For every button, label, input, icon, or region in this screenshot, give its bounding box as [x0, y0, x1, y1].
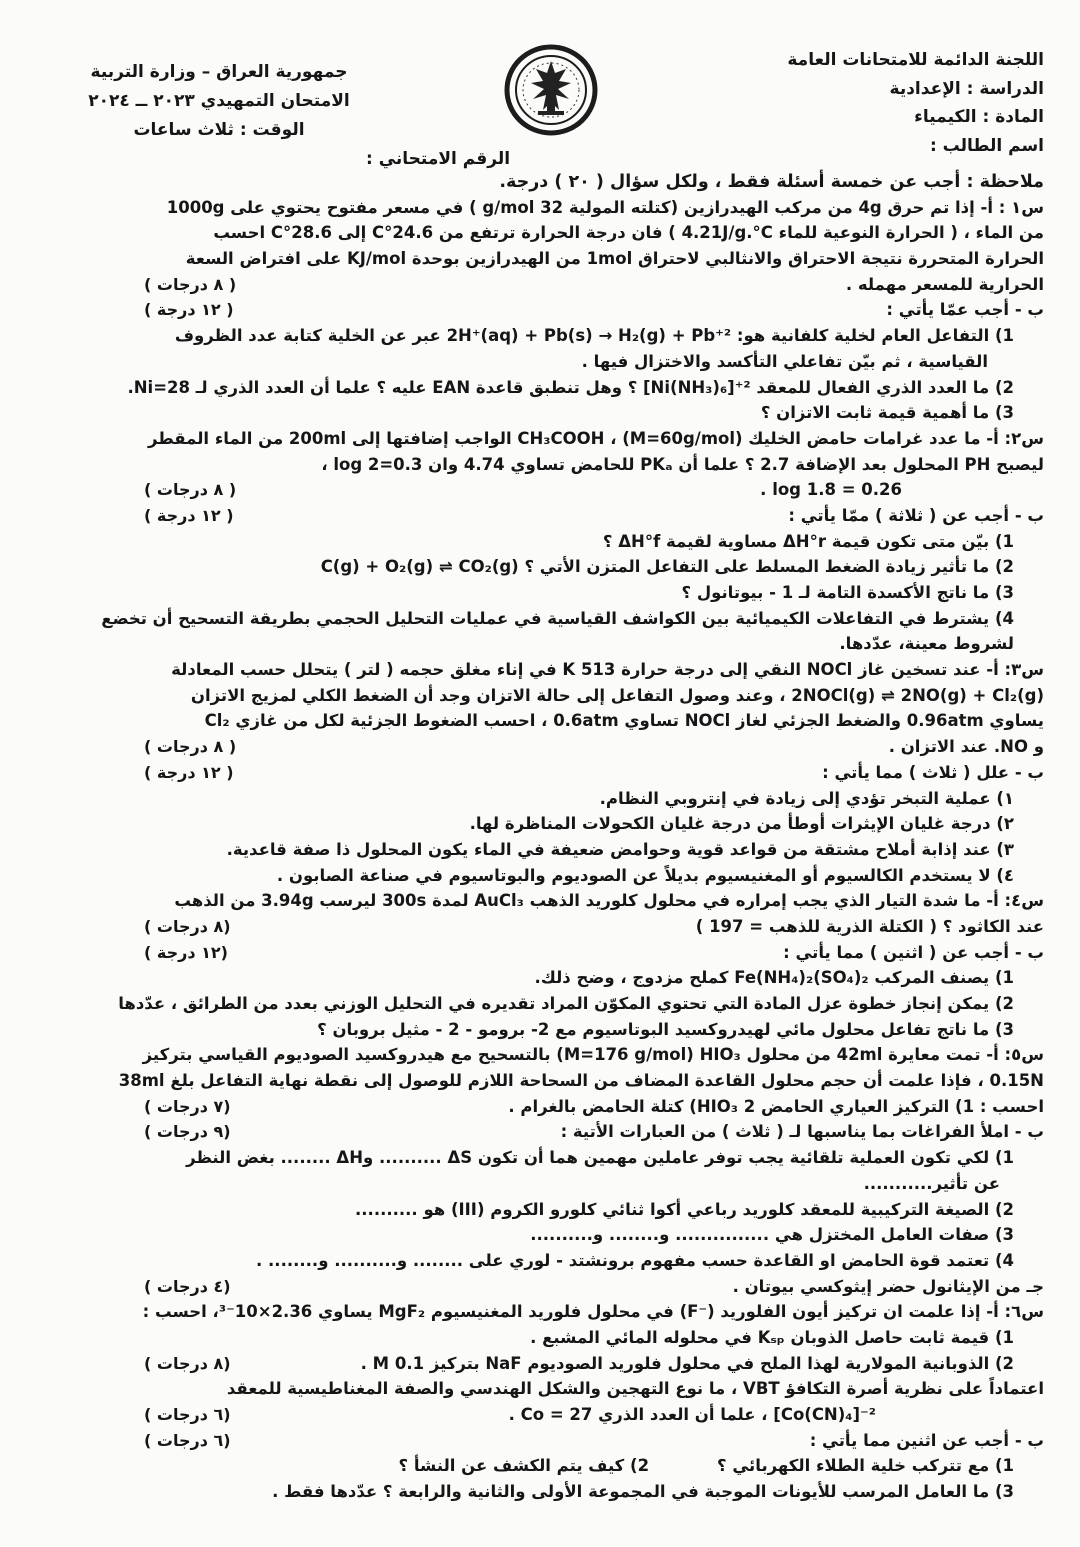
line-text: س٥: أ- تمت معايرة 42ml من محلول ‎(M=176 g/mol) HIO₃ بالتسحيح مع هيدروكسيد الصوديوم القياسي بتركيز: [142, 1045, 1044, 1065]
header-line: [68, 120, 370, 149]
exam-line: [24, 532, 1044, 558]
score-badge: ( ١٢ درجة ): [144, 300, 234, 320]
line-text: 1) التفاعل العام لخلية كلفانية هو: ‎2H⁺(aq) + Pb(s) → H₂(g) + Pb⁺² عبر عن الخلية كتابة عدد الظروف: [174, 326, 1014, 346]
line-text: الحرارة المتحررة نتيجة الاحتراق والانثالبي لاحتراق 1mol من الهيدرازين بوحدة KJ/mol على افتراض السعة: [185, 249, 1044, 269]
exam-line: [24, 789, 1044, 815]
exam-line: [24, 968, 1044, 994]
line-text: ب - أجب عن ( اثنين ) مما يأتي :: [783, 942, 1044, 962]
state-emblem-stamp-icon: [502, 44, 600, 138]
exam-number-label: الرقم الامتحاني :: [366, 149, 511, 169]
line-text: log 1.8 = 0.26 .: [760, 480, 902, 500]
exam-line: [24, 403, 1044, 429]
header-line: [787, 136, 1044, 165]
line-text: 3) ما ناتج تفاعل محلول مائي لهيدروكسيد البوتاسيوم مع 2- برومو - 2 - مثيل بروبان ؟: [317, 1019, 1014, 1039]
line-text: 3) صفات العامل المختزل هي ............... و........ و..........: [530, 1225, 1014, 1245]
line-text: 2) الذوبانية المولارية لهذا الملح في محلول فلوريد الصوديوم NaF بتركيز 0.1 M .: [360, 1353, 1014, 1373]
exam-line: [24, 866, 1044, 892]
line-text: 1) بيّن متى تكون قيمة ΔH°r مساوية لقيمة ΔH°f ؟: [602, 531, 1014, 551]
question-5-start: [24, 1045, 1044, 1071]
line-text: 2) ما العدد الذري الفعال للمعقد ‎[Ni(NH₃)₆]⁺² ؟ وهل تنطبق قاعدة EAN عليه ؟ علما أن العدد الذري لـ Ni=28.: [127, 377, 1014, 397]
header-line: [787, 50, 1044, 79]
score-badge: ( ٦ درجات): [144, 1405, 231, 1424]
line-text: الدراسة : الإعدادية: [889, 78, 1044, 99]
note-line: [24, 172, 1044, 198]
exam-line: [24, 1020, 1044, 1046]
exam-line: [24, 1097, 1044, 1123]
exam-line: [24, 1379, 1044, 1405]
score-badge: ( ٩ درجات): [144, 1122, 231, 1142]
line-text: 2) يمكن إنجاز خطوة عزل المادة التي تحتوي المكوّن المراد تقديره في التحليل الوزني بعدد من الطرائق ، عدّدها: [118, 994, 1014, 1013]
score-badge: ( ٦ درجات): [144, 1430, 231, 1450]
line-text: س١ : أ- إذا تم حرق 4g من مركب الهيدرازين (كتلته المولية 32 g/mol ) في مسعر مفتوح يحتوي على 1000g: [166, 197, 1044, 217]
score-badge: ( ٨ درجات): [144, 1353, 231, 1373]
exam-line: [24, 223, 1044, 249]
line-text: ٤) لا يستخدم الكالسيوم أو المغنيسيوم بديلاً عن الصوديوم والبوتاسيوم في صناعة الصابون .: [276, 865, 1014, 885]
line-text: الامتحان التمهيدي ٢٠٢٣ ــ ٢٠٢٤: [88, 91, 350, 111]
header-line: [68, 62, 370, 91]
line-text: 4) يشترط في التفاعلات الكيميائية بين الكواشف القياسية في عمليات التحليل الحجمي بطريقة التسحيح أن تخضع: [101, 608, 1014, 628]
exam-line: [24, 737, 1044, 763]
line-text: ‎[Co(CN)₄]⁻² ، علما أن العدد الذري Co = 27 .: [508, 1405, 876, 1424]
line-text: ب - أجب عن اثنين مما يأتي :: [809, 1430, 1044, 1450]
line-text: لشروط معينة، عدّدها.: [839, 634, 1014, 654]
score-badge: ( ١٢ درجة): [144, 942, 228, 962]
question-3-start: [24, 660, 1044, 686]
score-badge: ( ١٢ درجة ): [144, 505, 234, 525]
exam-line: [24, 455, 1044, 481]
line-text: 3) ما ناتج الأكسدة التامة لـ 1 - بيوتانول ؟: [681, 583, 1014, 602]
line-text: ٢) درجة غليان الإيثرات أوطأ من درجة غليان الكحولات المناظرة لها.: [469, 814, 1014, 834]
line-text: ب - علل ( ثلاث ) مما يأتي :: [822, 762, 1044, 782]
line-text: الوقت : ثلاث ساعات: [133, 120, 305, 140]
line-text: ‎2NOCl(g) ⇌ 2NO(g) + Cl₂(g) ، وعند وصول التفاعل إلى حالة الاتزان وجد أن الضغط الكلي لمزيج الاتزان: [190, 685, 1044, 705]
line-text: الحرارية للمسعر مهمله .: [845, 274, 1044, 294]
line-text: س٣: أ- عند تسخين غاز NOCl النقي إلى درجة حرارة 513 K في إناء مغلق حجمه ( لتر ) يتحلل حسب المعادلة: [171, 660, 1044, 680]
exam-body: [24, 172, 1044, 1508]
exam-line: [24, 686, 1044, 712]
question-5-part-c: [24, 1277, 1044, 1303]
line-text: 2) ما تأثير زيادة الضغط المسلط على التفاعل المتزن الأتي ؟ ‎C(g) + O₂(g) ⇌ CO₂(g): [320, 557, 1014, 577]
line-text: ٣) عند إذابة أملاح مشتقة من قواعد قوية وحوامض ضعيفة في الماء يكون المحلول ذا صفة قاعدية.: [226, 839, 1014, 859]
line-text: اعتماداً على نظرية أصرة التكافؤ VBT ، ما نوع التهجين والشكل الهندسي والصفة المغناطيسية للمعقد: [226, 1379, 1044, 1399]
line-text-2: 2) كيف يتم الكشف عن النشأ ؟: [398, 1456, 650, 1476]
exam-line: [24, 814, 1044, 840]
question-1-part-b: [24, 300, 1044, 326]
header-line: [787, 107, 1044, 136]
header-line: [787, 79, 1044, 108]
question-4-part-b: [24, 943, 1044, 969]
question-3-part-b: [24, 763, 1044, 789]
question-1-start: [24, 198, 1044, 224]
line-text: س٦: أ- إذا علمت ان تركيز أيون الفلوريد ‎(F⁻) في محلول فلوريد المغنيسيوم MgF₂ يساوي 2.36×10⁻³، احسب :: [142, 1302, 1044, 1322]
header-left-block: [68, 62, 370, 149]
exam-line: [24, 840, 1044, 866]
line-text: يساوي 0.96atm والضغط الجزئي لغاز NOCl تساوي 0.6atm ، احسب الضغوط الجزئية لكل من غازي Cl₂: [204, 711, 1044, 731]
line-text: ب - أجب عمّا يأتي :: [886, 300, 1044, 320]
line-text: عن تأثير...........: [863, 1173, 1000, 1193]
exam-line: [24, 557, 1044, 583]
line-text: س٢: أ- ما عدد غرامات حامض الخليك CH₃COOH ، (M=60g/mol) الواجب إضافتها إلى 200ml من الماء المقطر: [147, 428, 1044, 448]
question-5-part-b: [24, 1122, 1044, 1148]
line-text: س٤: أ- ما شدة التيار الذي يجب إمراره في محلول كلوريد الذهب AuCl₃ لمدة 300s ليرسب 3.94g من الذهب: [174, 891, 1044, 911]
line-text: ملاحظة : أجب عن خمسة أسئلة فقط ، ولكل سؤال ( ٢٠ ) درجة.: [499, 172, 1044, 192]
header-line: [68, 91, 370, 120]
line-text: القياسية ، ثم بيّن تفاعلي التأكسد والاختزال فيها .: [581, 351, 988, 371]
line-text: ب - املأ الفراغات بما يناسبها لـ ( ثلاث ) من العبارات الأتية :: [560, 1122, 1044, 1142]
line-text: 4) تعتمد قوة الحامض او القاعدة حسب مفهوم برونشتد - لوري على ........ و.......... و........ .: [256, 1250, 1014, 1270]
line-text: ١) عملية التبخر تؤدي إلى زيادة في إنتروبي النظام.: [599, 788, 1014, 808]
line-text: 1) قيمة ثابت حاصل الذوبان Kₛₚ في محلوله المائي المشبع .: [530, 1327, 1014, 1347]
score-badge: ( ٨ درجات ): [144, 737, 237, 757]
exam-line: [24, 352, 1044, 378]
line-text: ليصبح PH المحلول بعد الإضافة 2.7 ؟ علما أن PKₐ للحامض تساوي 4.74 وان log 2=0.3 ،: [321, 454, 1044, 474]
score-badge: ( ٨ درجات): [144, 916, 231, 936]
score-badge: ( ٨ درجات ): [144, 480, 237, 500]
line-text: 3) ما العامل المرسب للأيونات الموجبة في المجموعة الأولى والثانية والرابعة ؟ عدّدها فقط .: [272, 1482, 1014, 1502]
line-text: 0.15N ، فإذا علمت أن حجم محلول القاعدة المضاف من السحاحة اللازم للوصول إلى نقطة نهاية التفاعل بلغ 38ml: [118, 1071, 1044, 1091]
exam-line: [24, 609, 1044, 635]
line-text: جمهورية العراق – وزارة التربية: [90, 62, 348, 82]
exam-line: [24, 1482, 1044, 1508]
line-text: اللجنة الدائمة للامتحانات العامة: [787, 50, 1044, 70]
line-text: 2) الصيغة التركيبية للمعقد كلوريد رباعي أكوا ثنائي كلورو الكروم (III) هو ..........: [355, 1199, 1014, 1219]
exam-line: [24, 711, 1044, 737]
question-4-start: [24, 891, 1044, 917]
exam-line: [24, 249, 1044, 275]
exam-line: [24, 583, 1044, 609]
score-badge: ( ٧ درجات): [144, 1096, 231, 1116]
exam-line: [24, 1354, 1044, 1380]
line-text: 3) ما أهمية قيمة ثابت الاتزان ؟: [760, 403, 1014, 423]
score-badge: ( ١٢ درجة ): [144, 762, 234, 782]
line-text: 1) لكي تكون العملية تلقائية يجب توفر عاملين مهمين هما أن تكون ΔS .......... وΔH ........ بغض النظر: [186, 1148, 1014, 1168]
exam-line: [24, 1071, 1044, 1097]
line-text: من الماء ، ( الحرارة النوعية للماء 4.21J/g.°C ) فان درجة الحرارة ترتفع من 24.6°C إلى 28.6°C احسب: [213, 223, 1044, 243]
exam-line: [24, 1200, 1044, 1226]
line-text: و NO. عند الاتزان .: [888, 737, 1044, 757]
score-badge: ( ٨ درجات ): [144, 274, 237, 294]
exam-line: [24, 1148, 1044, 1174]
exam-line: [24, 1251, 1044, 1277]
exam-line: [24, 1225, 1044, 1251]
line-text: اسم الطالب :: [929, 135, 1044, 156]
exam-line: [24, 917, 1044, 943]
header-right-block: [787, 50, 1044, 164]
score-badge: ( ٤ درجات): [144, 1276, 231, 1296]
exam-line: [24, 634, 1044, 660]
line-text: المادة : الكيمياء: [914, 107, 1044, 127]
line-text: 1) يصنف المركب ‎Fe(NH₄)₂(SO₄)₂ كملح مزدوج ، وضح ذلك.: [534, 968, 1014, 988]
question-2-start: [24, 429, 1044, 455]
exam-line: [24, 994, 1044, 1020]
exam-line: [24, 1405, 1044, 1431]
question-6-part-b: [24, 1431, 1044, 1457]
line-text: ب - أجب عن ( ثلاثة ) ممّا يأتي :: [788, 505, 1044, 525]
exam-line: [24, 480, 1044, 506]
line-text: جـ من الإيثانول حضر إيثوكسي بيوتان .: [732, 1276, 1044, 1296]
exam-line: [24, 1174, 1044, 1200]
line-text: احسب : 1) التركيز العياري الحامض HIO₃ 2) كتلة الحامض بالغرام .: [508, 1096, 1044, 1116]
question-6-start: [24, 1302, 1044, 1328]
question-2-part-b: [24, 506, 1044, 532]
exam-line: [24, 275, 1044, 301]
exam-line: [24, 378, 1044, 404]
line-text: عند الكاثود ؟ ( الكتلة الذرية للذهب = 197 ): [695, 916, 1044, 936]
line-text: 1) مع تتركب خلية الطلاء الكهربائي ؟: [717, 1456, 1014, 1476]
exam-line: [24, 1456, 1044, 1482]
exam-line: [24, 326, 1044, 352]
exam-line: [24, 1328, 1044, 1354]
